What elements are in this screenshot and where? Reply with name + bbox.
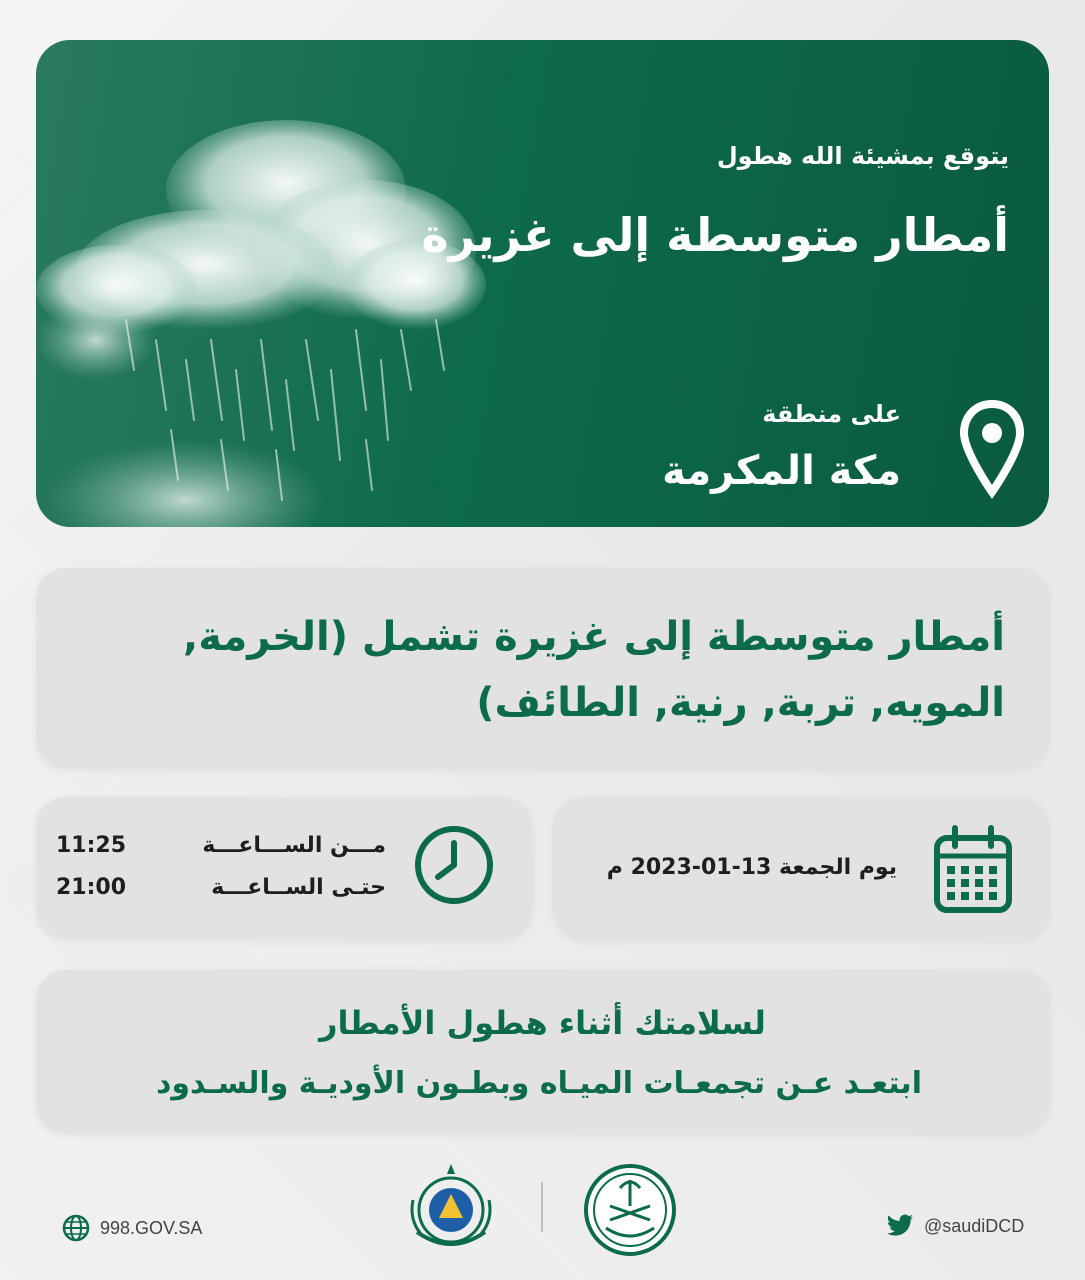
safety-heading: لسلامتك أثناء هطول الأمطار <box>319 1004 766 1042</box>
region-label: على منطقة <box>762 400 901 428</box>
hero-banner <box>36 40 1049 527</box>
twitter-handle: @saudiDCD <box>924 1215 1025 1236</box>
safety-advice-card <box>36 970 1049 1133</box>
calendar-icon <box>933 824 1013 914</box>
ministry-interior-logo <box>582 1162 678 1258</box>
region-name: مكة المكرمة <box>662 448 901 494</box>
clock-icon <box>412 823 496 907</box>
twitter-link[interactable] <box>886 1214 1024 1238</box>
civil-defense-logo <box>405 1160 497 1260</box>
time-to-value: 21:00 <box>56 875 127 900</box>
time-from-label: مـــن الســـاعـــة <box>202 833 386 858</box>
location-pin-icon <box>960 400 1024 500</box>
forecast-title: أمطار متوسطة إلى غزيرة <box>421 208 1009 262</box>
forecast-subtitle: يتوقع بمشيئة الله هطول <box>716 142 1009 170</box>
footer-separator <box>541 1182 543 1232</box>
date-text: يوم الجمعة 13-01-2023 م <box>606 855 897 880</box>
date-card <box>553 797 1049 939</box>
affected-areas-card <box>36 568 1049 768</box>
twitter-icon <box>886 1214 914 1238</box>
website-link[interactable] <box>62 1214 202 1242</box>
globe-icon <box>62 1214 90 1242</box>
time-to-label: حتـى الســاعـــة <box>211 875 386 900</box>
website-text: 998.GOV.SA <box>100 1217 203 1238</box>
safety-advice-text: ابتعـد عـن تجمعـات الميـاه وبطـون الأوديـة والسـدود <box>156 1066 922 1101</box>
time-from-row <box>56 833 386 858</box>
affected-areas-text: أمطار متوسطة إلى غزيرة تشمل (الخرمة, المويه, تربة, رنية, الطائف) <box>183 614 1005 726</box>
time-to-row <box>56 875 386 900</box>
time-from-value: 11:25 <box>56 833 127 858</box>
time-card <box>36 797 532 939</box>
